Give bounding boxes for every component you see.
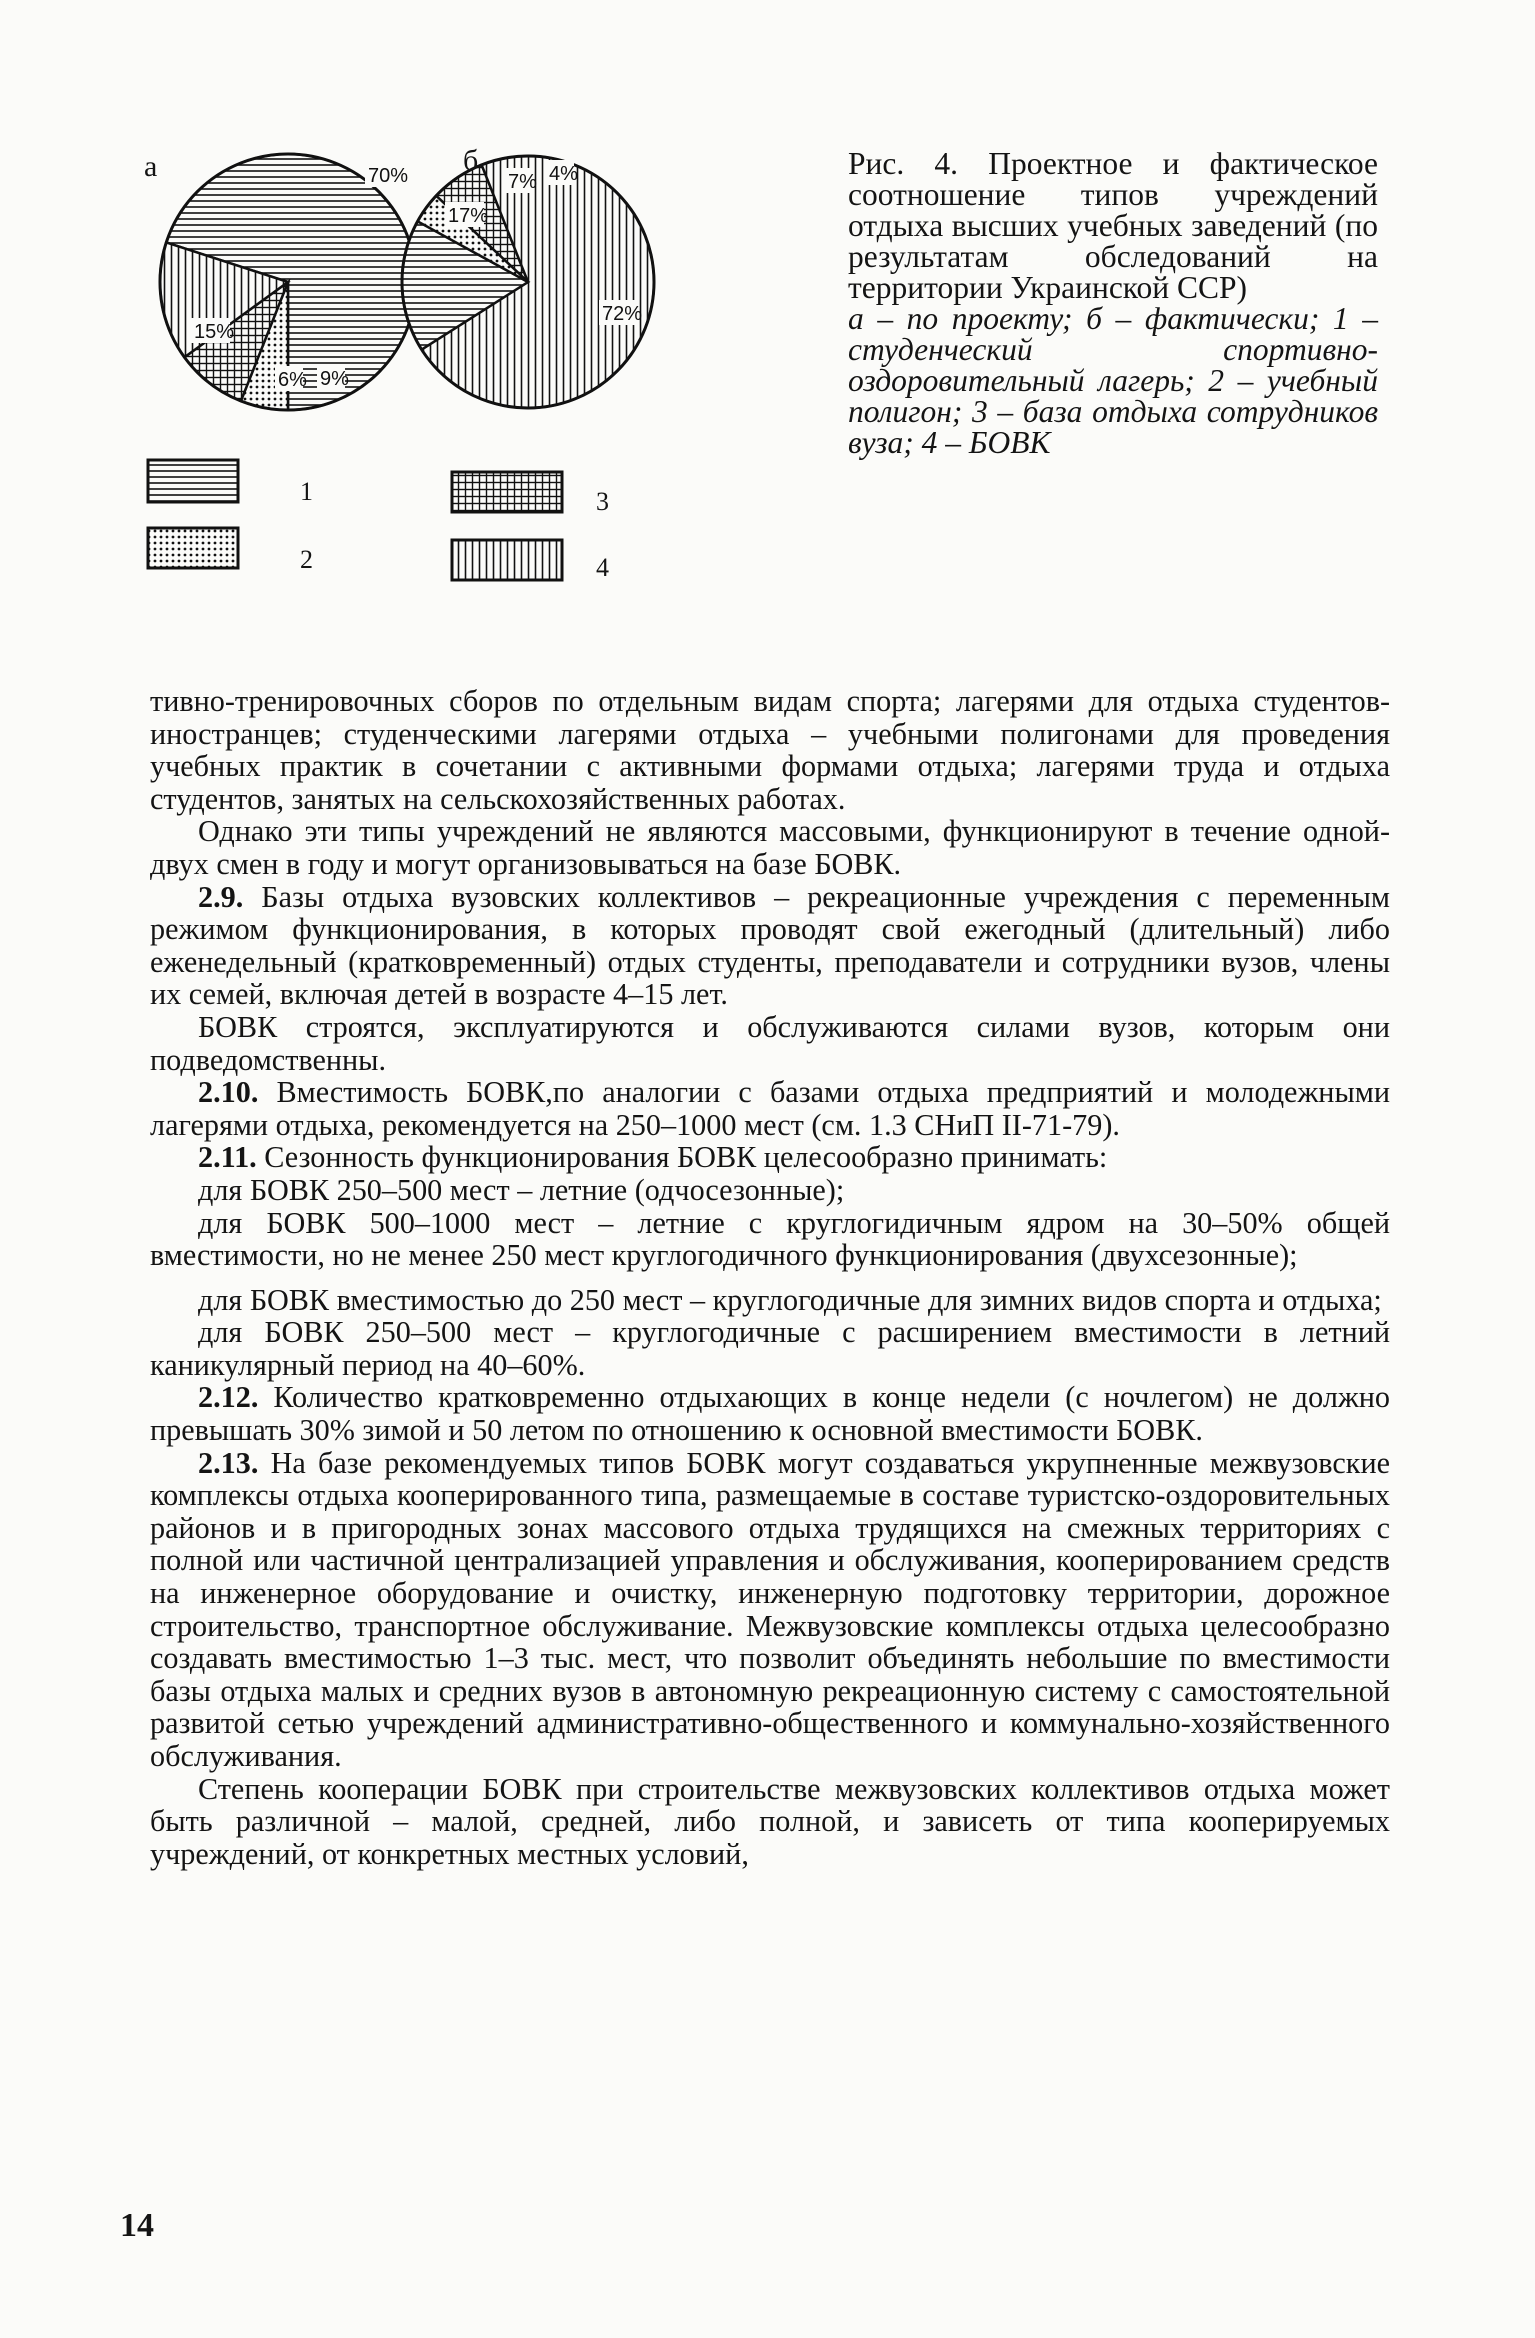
paragraph-2-10-text: Вместимость БОВК,по аналогии с базами отдыха предприятий и молодежными лагерями отдыха, рекомендуется на 250–1000 мест (см. 1.3 СНиП II-71-79). <box>150 1075 1391 1142</box>
paragraph-2-11 <box>150 1141 1390 1174</box>
paragraph-2-11-text: Сезонность функционирования БОВК целесообразно принимать: <box>264 1140 1108 1175</box>
list-item-500-1000: для БОВК 500–1000 мест – летние с круглогидичным ядром на 30–50% общей вместимости, но не менее 250 мест круглогодичного функционирования (двухсезонные); <box>150 1205 1390 1273</box>
pie-б-label-2: 4% <box>549 163 578 185</box>
paragraph-2-9-text: Базы отдыха вузовских коллективов – рекреационные учреждения с переменным режимом функционирования, в которых проводят свой ежегодный (длительный) либо еженедельный (кратковременный) отдых студенты, преподаватели и сотрудники вузов, члены их семей, включая детей в возрасте 4–15 лет. <box>150 879 1390 1012</box>
section-number-2-11: 2.11. <box>198 1140 257 1175</box>
legend-swatch-2 <box>148 528 238 568</box>
list-item-250-500-summer: для БОВК 250–500 мест – летние (одчосезонные); <box>198 1172 845 1207</box>
pie-charts-svg <box>140 150 750 620</box>
paragraph-2-13-text: На базе рекомендуемых типов БОВК могут создаваться укрупненные межвузовские комплексы отдыха кооперированного типа, размещаемые в составе туристско-оздоровительных районов и в пригородных зонах массового отдыха трудящихся на смежных территориях с полной или частичной централизацией управления и обслуживания, кооперированием средств на инженерное оборудование и очистку, инженерную подготовку территории, дорожное строительство, транспортное обслуживание. Межвузовские комплексы отдыха целесообразно создавать вместимостью 1–3 тыс. мест, что позволит объединять небольшие по вместимости базы отдыха малых и средних вузов в автономную рекреационную систему с самостоятельной развитой сетью учреждений административно-общественного и коммунально-хозяйственного обслуживания. <box>150 1445 1391 1773</box>
paragraph-2-9 <box>150 881 1390 1011</box>
pie-chart-b <box>402 156 654 408</box>
paragraph-2-12 <box>150 1381 1390 1446</box>
paragraph-bovk-built: БОВК строятся, эксплуатируются и обслуживаются силами вузов, которым они подведомственны. <box>150 1009 1390 1077</box>
paragraph-however: Однако эти типы учреждений не являются массовыми, функционируют в течение одной-двух смен в году и могут организовываться на базе БОВК. <box>150 814 1390 881</box>
figure-caption <box>848 148 1378 458</box>
pie-а-label-1: 70% <box>368 165 409 187</box>
list-item-250-500-yearround: для БОВК 250–500 мест – круглогодичные с расширением вместимости в летний каникулярный период на 40–60%. <box>150 1315 1390 1382</box>
section-number-2-13: 2.13. <box>198 1445 259 1480</box>
pie-chart-a <box>160 154 416 410</box>
section-number-2-10: 2.10. <box>198 1075 259 1110</box>
paragraph-continuation: тивно-тренировочных сборов по отдельным видам спорта; лагерями для отдыха студентов-иностранцев; студенческими лагерями отдыха – учебными полигонами для проведения учебных практик в сочетании с активными формами отдыха; лагерями труда и отдыха студентов, занятых на сельскохозяйственных работах. <box>150 684 1390 816</box>
pie-а-label-2: 6% <box>278 369 307 391</box>
chart-letter-b: б <box>463 144 479 177</box>
pie-б-label-4: 72% <box>602 303 643 325</box>
caption-title: Рис. 4. Проектное и фактическое соотношение типов учреждений отдыха высших учебных заведений (по результатам обследований на территории Украинской ССР) <box>848 146 1378 305</box>
chart-letter-a: а <box>144 150 158 183</box>
pie-а-label-4: 15% <box>194 321 235 343</box>
paragraph-2-10 <box>150 1076 1390 1141</box>
paragraph-cooperation: Степень кооперации БОВК при строительстве межвузовских коллективов отдыха может быть различной – малой, средней, либо полной, и зависеть от типа кооперируемых учреждений, от конкретных местных условий, <box>150 1771 1390 1871</box>
legend-swatch-4 <box>452 540 562 580</box>
pie-б-label-1: 17% <box>448 205 489 227</box>
paragraph-2-13 <box>150 1447 1390 1773</box>
legend-label-3: 3 <box>596 487 609 516</box>
legend-swatch-1 <box>148 460 238 502</box>
figure-charts <box>140 144 750 620</box>
legend-swatch-3 <box>452 472 562 512</box>
pie-б-label-3: 7% <box>508 171 537 193</box>
page-number: 14 <box>120 2207 154 2244</box>
body-text <box>150 685 1390 1870</box>
paragraph-2-12-text: Количество кратковременно отдыхающих в конце недели (с ночлегом) не должно превышать 30% зимой и 50 летом по отношению к основной вместимости БОВК. <box>150 1380 1391 1448</box>
list-item-up-to-250: для БОВК вместимостью до 250 мест – круглогодичные для зимних видов спорта и отдыха; <box>198 1282 1382 1317</box>
section-number-2-9: 2.9. <box>198 879 244 914</box>
caption-legend: а – по проекту; б – фактически; 1 – студенческий спортивно-оздоровительный лагерь; 2 – учебный полигон; 3 – база отдыха сотрудников вуза; 4 – БОВК <box>848 301 1378 460</box>
section-number-2-12: 2.12. <box>198 1380 259 1415</box>
pie-а-label-3: 9% <box>320 368 349 390</box>
legend-label-2: 2 <box>300 545 313 574</box>
legend-label-1: 1 <box>300 477 313 506</box>
legend-swatches <box>148 460 562 580</box>
legend-label-4: 4 <box>596 553 609 582</box>
